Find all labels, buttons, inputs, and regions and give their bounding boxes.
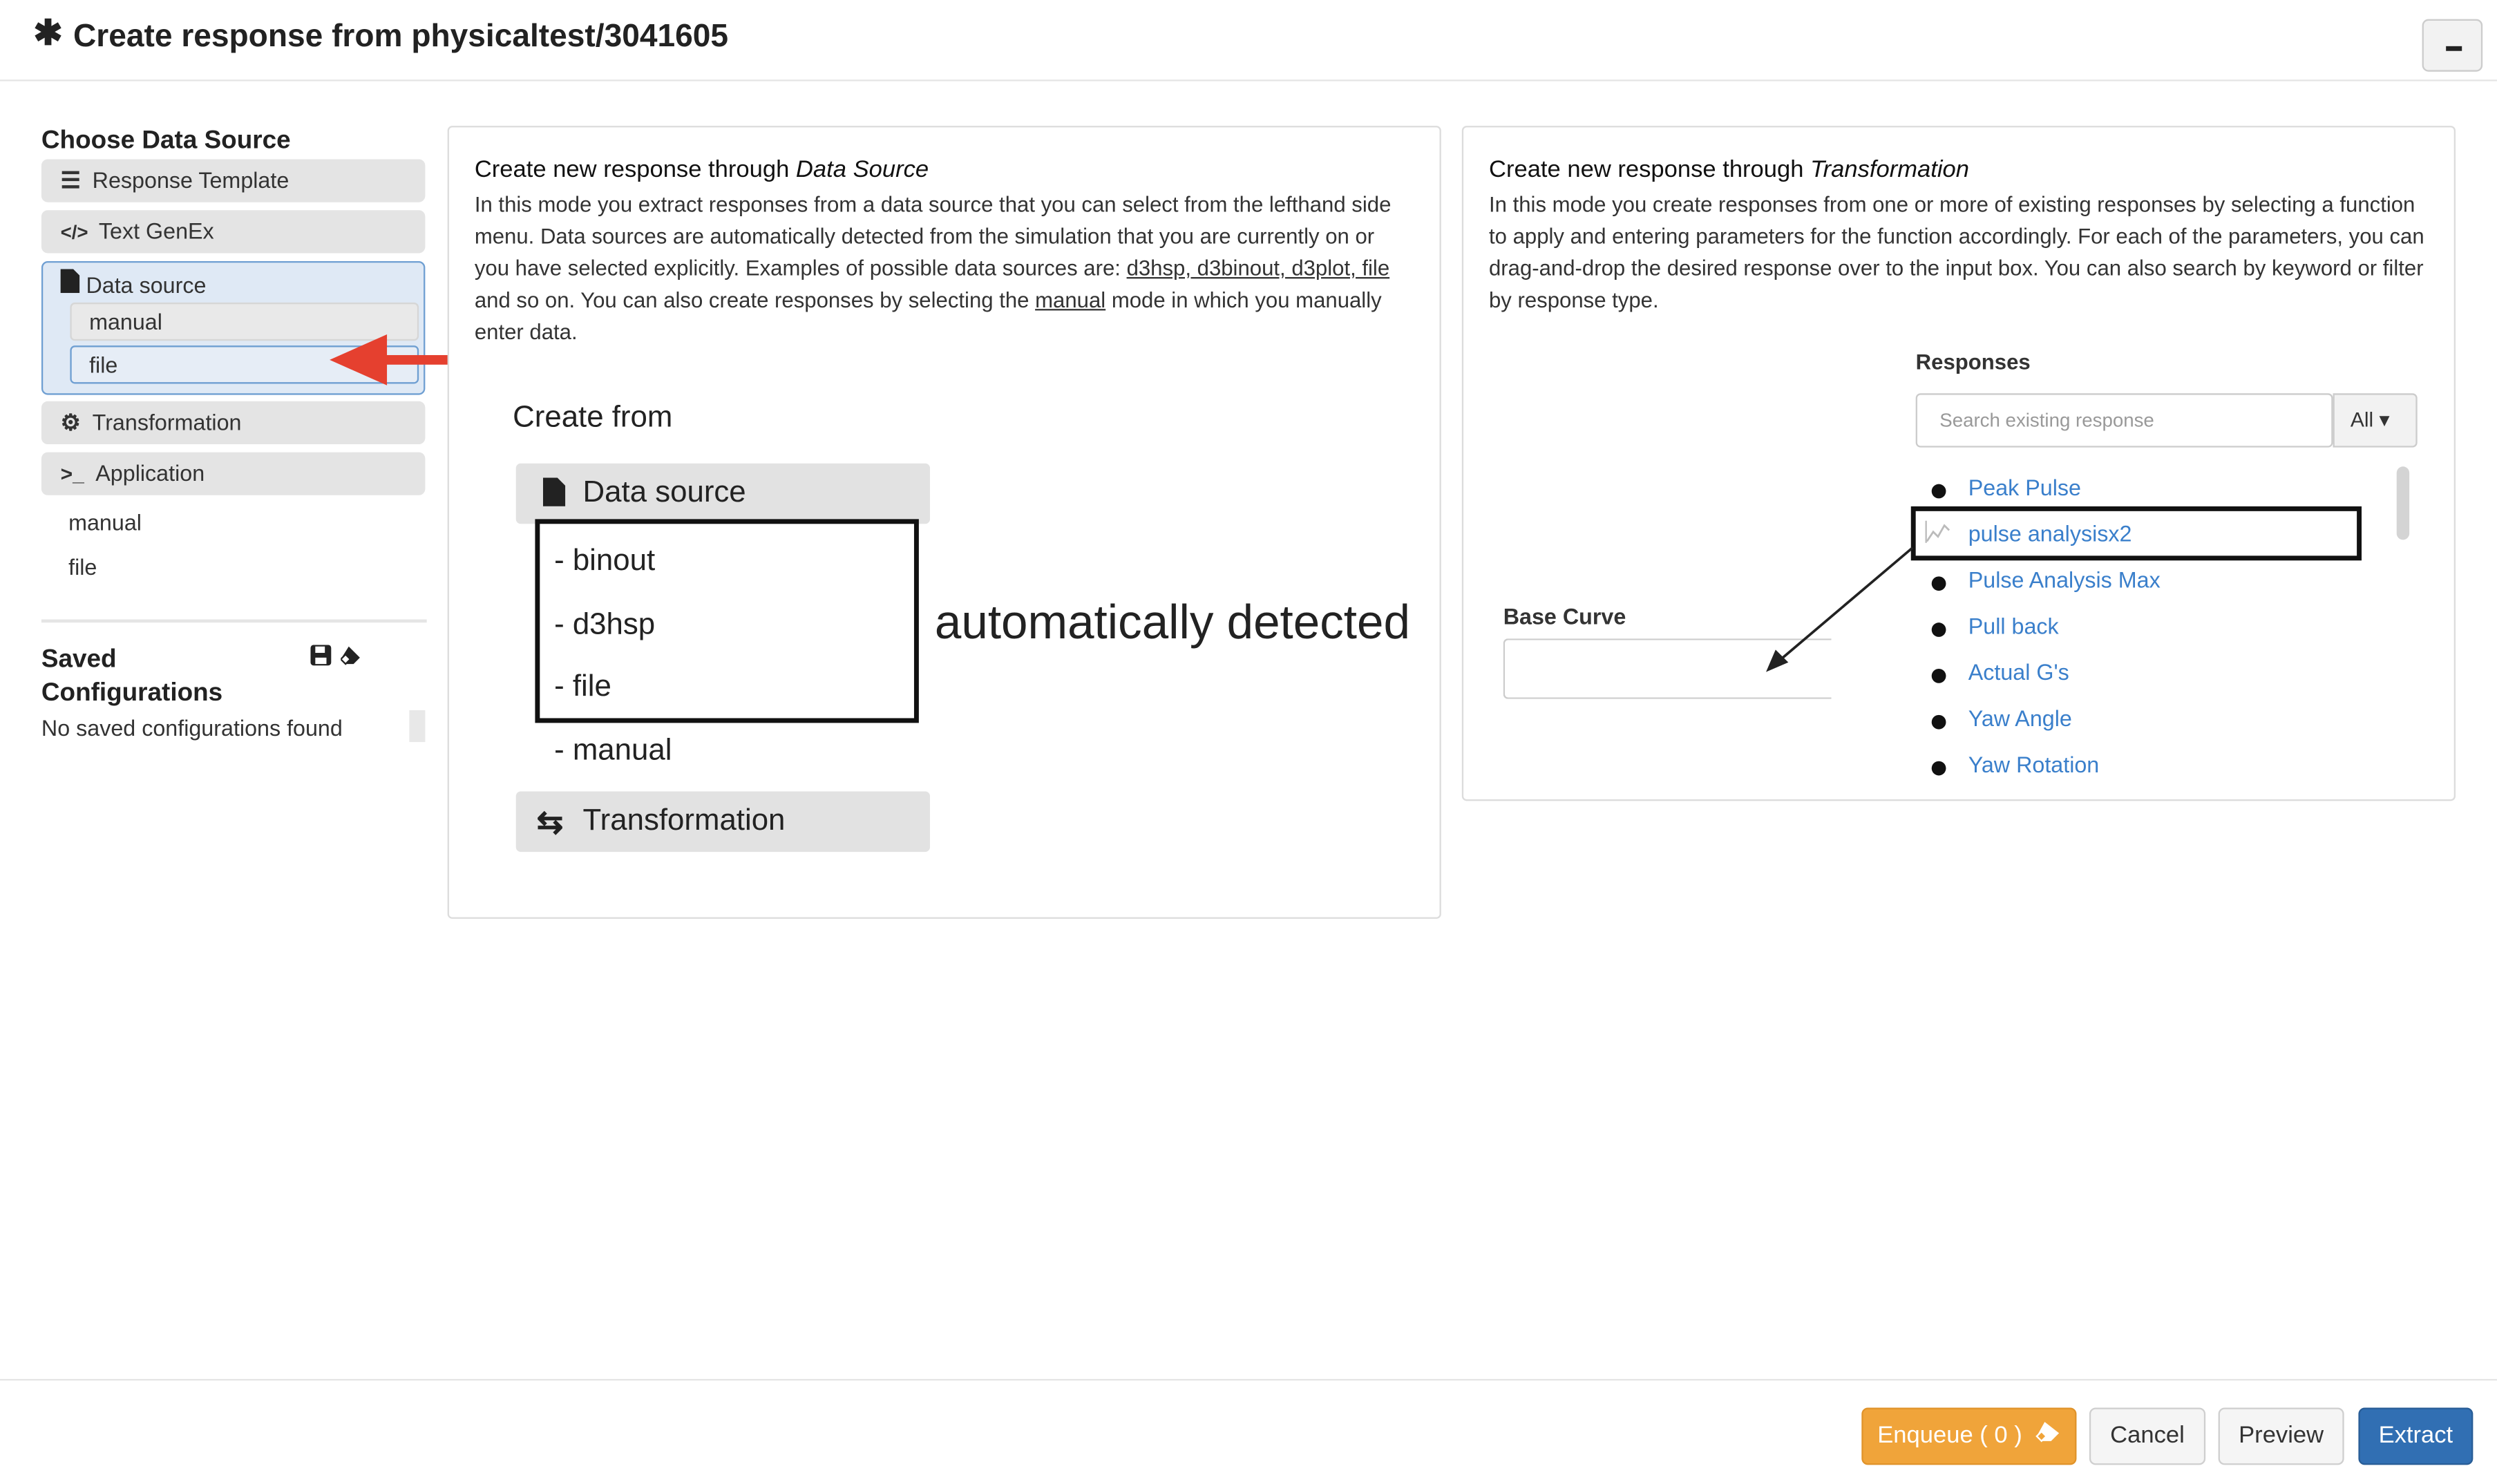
illustration-item: - d3hsp: [554, 608, 656, 642]
sidebar-item-label: Transformation: [92, 409, 242, 435]
sidebar-item-label: Data source: [86, 272, 207, 298]
enqueue-label: Enqueue ( 0 ): [1877, 1422, 2022, 1449]
response-bullet-icon: [1932, 622, 1946, 637]
gear-icon: ⚙: [60, 409, 81, 435]
sidebar-subitem-file[interactable]: file: [70, 345, 419, 383]
sidebar-item-transformation[interactable]: [41, 401, 425, 444]
response-item[interactable]: Pulse Analysis Max: [1968, 567, 2161, 593]
minus-icon: [2446, 46, 2462, 51]
sidebar-subitem-manual[interactable]: manual: [68, 509, 142, 535]
response-item[interactable]: Peak Pulse: [1968, 474, 2081, 500]
panel-transformation: [1462, 126, 2456, 801]
terminal-icon: >_: [60, 462, 84, 486]
response-item[interactable]: Actual G's: [1968, 659, 2069, 685]
line-chart-icon: [1926, 521, 1951, 551]
panel-transformation-title: [1489, 156, 1969, 183]
illustration-data-source-box: [516, 464, 930, 524]
illustration-auto-detected-label: automatically detected: [934, 597, 1410, 650]
sidebar-item-application[interactable]: [41, 453, 425, 495]
illustration-data-source-label: Data source: [582, 476, 746, 510]
sidebar-divider: [41, 620, 427, 623]
sidebar-item-response-template[interactable]: [41, 159, 425, 202]
sidebar-item-text-genex[interactable]: [41, 210, 425, 253]
panel-data-source-title: [475, 156, 929, 183]
eraser-icon: [2035, 1422, 2061, 1449]
sidebar-subitem-file[interactable]: file: [68, 554, 97, 580]
sidebar-subitem-manual[interactable]: manual: [70, 303, 419, 341]
drag-arrow-icon: [1758, 544, 1917, 675]
response-list-scrollbar[interactable]: [2397, 466, 2409, 540]
illustration-transformation-box: [516, 791, 930, 852]
enqueue-button[interactable]: [1861, 1407, 2076, 1465]
data-source-examples-link[interactable]: d3hsp, d3binout, d3plot, file: [1126, 256, 1390, 280]
description-text: mode in which you manually enter data.: [474, 288, 1382, 344]
responses-label: Responses: [1915, 350, 2031, 374]
response-filter-dropdown[interactable]: All ▾: [2333, 393, 2418, 447]
save-icon[interactable]: [310, 645, 337, 670]
saved-configurations-empty: No saved configurations found: [41, 714, 343, 741]
description-text: In this mode you extract responses from a data source that you can select from the lefthand side menu. Data sources are automatically detected from the simulation that you are currently on or you have selected explicitly. Examples of possible data sources are:: [474, 192, 1392, 280]
sidebar-item-label: Text GenEx: [98, 218, 214, 244]
panel-title-text: Create new response through: [1488, 155, 1811, 184]
asterisk-icon: ✱: [33, 12, 63, 53]
response-item[interactable]: Pull back: [1968, 613, 2059, 639]
panel-title-emphasis: Data Source: [795, 155, 929, 184]
dialog-footer: [0, 1379, 2497, 1484]
preview-button[interactable]: Preview: [2219, 1407, 2344, 1465]
cancel-button[interactable]: Cancel: [2089, 1407, 2205, 1465]
sidebar-item-label: Response Template: [92, 167, 289, 193]
illustration-item: - manual: [554, 734, 672, 768]
sidebar-heading: Choose Data Source: [41, 127, 291, 155]
retweet-icon: ⇆: [536, 806, 564, 841]
response-bullet-icon: [1932, 669, 1946, 683]
panel-title-emphasis: Transformation: [1810, 155, 1970, 184]
dialog-title: Create response from physicaltest/3041605: [73, 19, 729, 55]
illustration-item: - file: [554, 670, 611, 704]
sidebar-item-data-source[interactable]: [61, 269, 207, 298]
panel-data-source: [448, 126, 1441, 919]
response-bullet-icon: [1932, 576, 1946, 591]
panel-transformation-description: In this mode you create responses from one or more of existing responses by selecting a function to apply and entering parameters for the function accordingly. For each of the parameters, you can drag-and-drop the desired response over to the input box. You can also search by keyword or filter by response type.: [1488, 192, 2424, 312]
description-text: and so on. You can also create responses by selecting the: [474, 288, 1036, 312]
dialog-header: [0, 0, 2497, 82]
panel-title-text: Create new response through: [474, 155, 796, 184]
file-icon: [61, 269, 86, 298]
response-item[interactable]: Yaw Angle: [1968, 705, 2072, 731]
response-item-highlighted[interactable]: pulse analysisx2: [1968, 520, 2132, 546]
response-bullet-icon: [1932, 715, 1946, 730]
response-search-input[interactable]: Search existing response: [1916, 393, 2333, 447]
extract-button[interactable]: Extract: [2358, 1407, 2473, 1465]
file-icon: [543, 477, 565, 515]
code-icon: </>: [60, 221, 88, 244]
minimize-button[interactable]: [2422, 19, 2483, 72]
saved-configurations-actions: [310, 645, 361, 670]
illustration-transformation-label: Transformation: [582, 803, 786, 838]
response-item[interactable]: Yaw Rotation: [1968, 751, 2100, 777]
response-bullet-icon: [1932, 484, 1946, 499]
saved-configurations-scrollbar[interactable]: [409, 710, 425, 742]
illustration-item: - binout: [554, 544, 656, 578]
sidebar-item-label: Application: [95, 460, 205, 486]
eraser-icon[interactable]: [341, 645, 361, 670]
manual-mode-link[interactable]: manual: [1035, 288, 1106, 312]
base-curve-label: Base Curve: [1503, 603, 1626, 629]
response-bullet-icon: [1932, 761, 1946, 776]
list-icon: ☰: [60, 167, 81, 193]
panel-data-source-description: [475, 189, 1406, 348]
illustration-title: Create from: [513, 401, 673, 435]
saved-configurations-title: Saved Configurations: [41, 646, 223, 707]
